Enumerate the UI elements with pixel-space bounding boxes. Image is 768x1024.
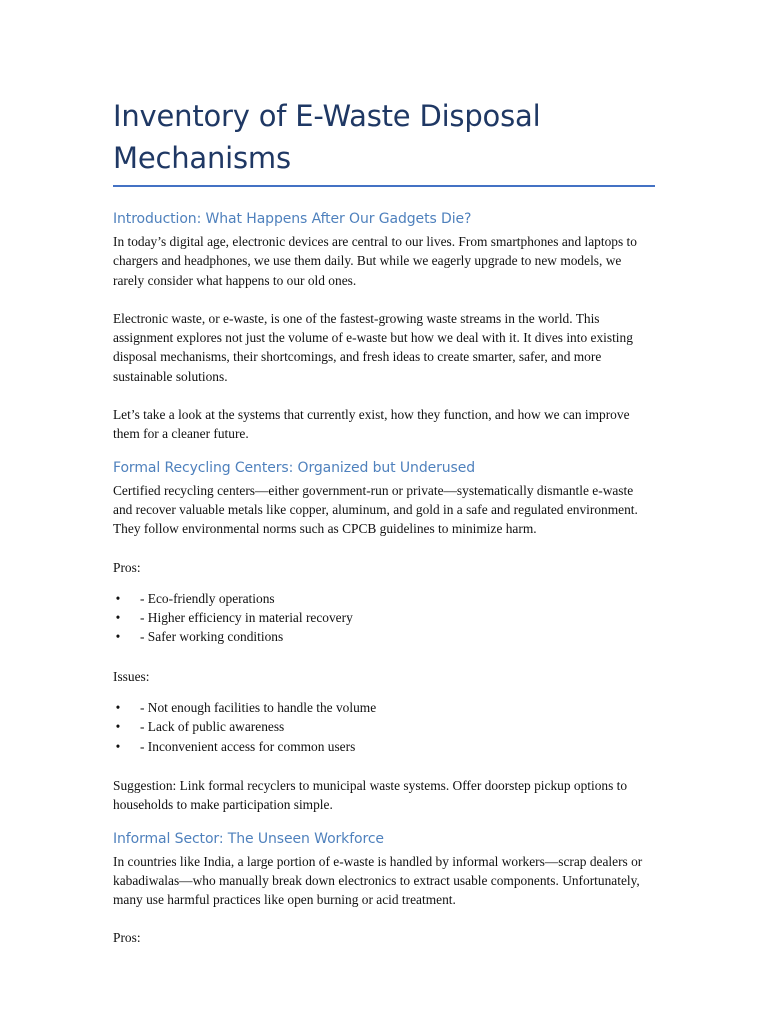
intro-heading: Introduction: What Happens After Our Gadgets Die?: [113, 211, 472, 227]
list-item: • - Not enough facilities to handle the volume: [113, 698, 655, 717]
title-underline: [113, 185, 655, 187]
list-item: • - Higher efficiency in material recovery: [113, 608, 655, 627]
list-item: • - Safer working conditions: [113, 627, 655, 646]
formal-issues-list: [113, 698, 655, 756]
bullet-icon: •: [115, 610, 121, 626]
formal-heading: Formal Recycling Centers: Organized but Underused: [113, 459, 476, 476]
formal-issues-label: Issues:: [113, 668, 150, 684]
intro-paragraph-2: Electronic waste, or e-waste, is one of the fastest-growing waste streams in the world. This assignment explores not just the volume of e-waste but how we deal with it. It dives into existing disposal mechanisms, their shortcomings, and fresh ideas to create smarter, safer, and more sustainable solutions.: [113, 310, 633, 384]
bullet-icon: •: [115, 700, 121, 716]
list-item: • - Inconvenient access for common users: [113, 737, 655, 756]
informal-pros-label: Pros:: [113, 930, 141, 946]
document-title: Inventory of E-Waste Disposal Mechanisms: [113, 99, 541, 175]
document-page: [113, 95, 655, 967]
formal-suggestion: Suggestion: Link formal recyclers to municipal waste systems. Offer doorstep pickup options to households to make participation simple.: [113, 777, 628, 813]
bullet-icon: •: [115, 629, 121, 645]
informal-description: In countries like India, a large portion of e-waste is handled by informal workers—scrap dealers or kabadiwalas—who manually break down electronics to extract usable components. Unfortunately, many use harmful practices like open burning or acid treatment.: [113, 853, 643, 908]
list-item: • - Lack of public awareness: [113, 717, 655, 736]
list-item: • - Eco-friendly operations: [113, 589, 655, 608]
bullet-icon: •: [115, 719, 121, 735]
informal-heading: Informal Sector: The Unseen Workforce: [113, 830, 384, 847]
bullet-icon: •: [115, 738, 121, 754]
bullet-icon: •: [115, 590, 121, 606]
formal-pros-list: [113, 589, 655, 647]
intro-paragraph-1: In today’s digital age, electronic devices are central to our lives. From smartphones and laptops to chargers and headphones, we use them daily. But while we eagerly upgrade to new models, we rarely consider what happens to our old ones.: [113, 234, 637, 288]
formal-description: Certified recycling centers—either government-run or private—systematically dismantle e-waste and recover valuable metals like copper, aluminum, and gold in a safe and regulated environment. They follow environmental norms such as CPCB guidelines to minimize harm.: [113, 482, 638, 537]
intro-paragraph-3: Let’s take a look at the systems that currently exist, how they function, and how we can improve them for a cleaner future.: [113, 407, 630, 442]
formal-pros-label: Pros:: [113, 559, 141, 575]
